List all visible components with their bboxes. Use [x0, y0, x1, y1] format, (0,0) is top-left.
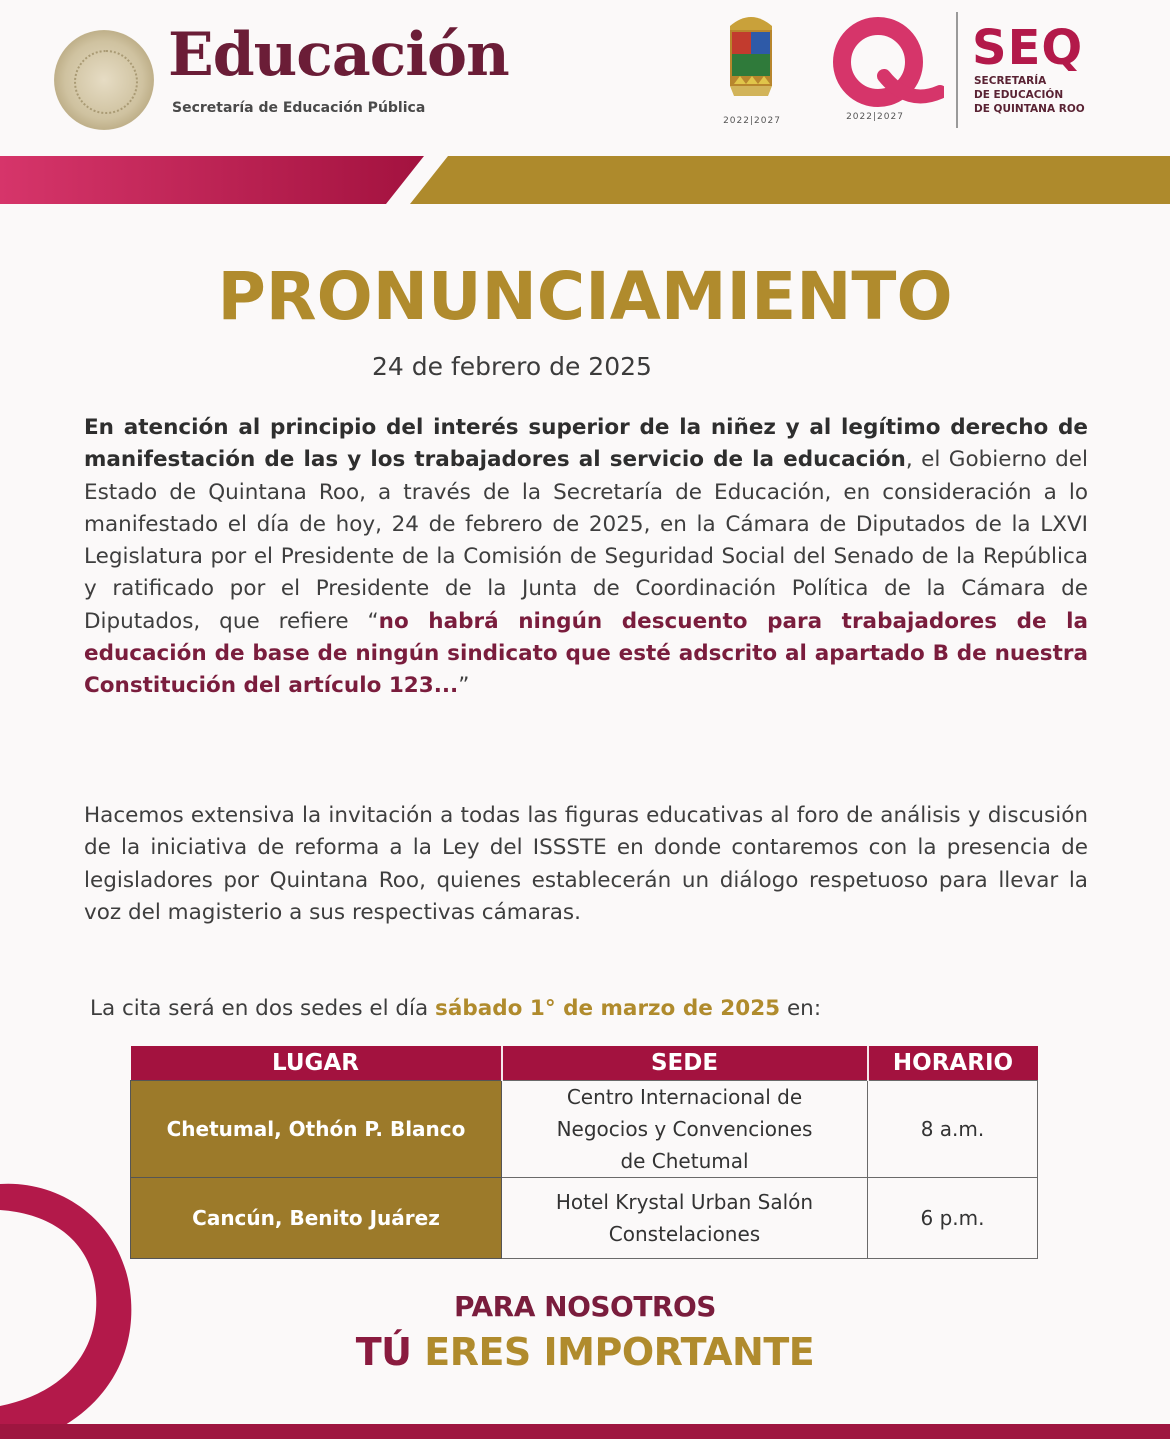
document-title: PRONUNCIAMIENTO — [217, 258, 953, 335]
header-color-band — [0, 150, 1170, 210]
slogan-eres-importante: ERES IMPORTANTE — [411, 1330, 815, 1374]
header-sede: SEDE — [502, 1046, 868, 1081]
row-sede — [502, 1178, 868, 1259]
sede-line: Hotel Krystal Urban Salón — [555, 1190, 814, 1214]
meeting-date-suffix: en: — [780, 996, 822, 1021]
header-lugar: LUGAR — [131, 1046, 502, 1081]
slogan-line-2 — [0, 1330, 1170, 1374]
educacion-logo-subtitle: Secretaría de Educación Pública — [172, 100, 426, 116]
meeting-date-line — [90, 996, 821, 1021]
document-date: 24 de febrero de 2025 — [372, 352, 652, 381]
meeting-date-prefix: La cita será en dos sedes el día — [90, 996, 436, 1021]
venues-table — [130, 1046, 1038, 1259]
q-logo-years: 2022|2027 — [846, 112, 904, 122]
table-row — [131, 1081, 1038, 1178]
sede-line: de Chetumal — [620, 1149, 749, 1173]
header-divider — [956, 12, 958, 128]
educacion-logo-title: Educación — [168, 20, 509, 90]
seq-subtitle-line: DE EDUCACIÓN — [974, 89, 1064, 101]
footer-bar — [0, 1424, 1170, 1439]
row-lugar: Chetumal, Othón P. Blanco — [131, 1081, 502, 1178]
statement-text: , el Gobierno del Estado de Quintana Roo, a través de la Secretaría de Educación, en consideración a lo manifestado el día de hoy, 24 de febrero de 2025, en la Cámara de Diputados de la LXVI Legislatura por el Presidente de la Comisión de Seguridad Social del Senado de la República y ratificado por el Presidente de la Junta de Coordinación Política de la Cámara de Diputados, que refiere “ — [84, 447, 1088, 634]
seq-subtitle-line: DE QUINTANA ROO — [974, 103, 1085, 115]
table-row — [131, 1178, 1038, 1259]
qroo-logo-years: 2022|2027 — [723, 116, 781, 126]
row-lugar: Cancún, Benito Juárez — [131, 1178, 502, 1259]
statement-bold-intro: En atención al principio del interés superior de la niñez y al legítimo derecho de manifestación de las y los trabajadores al servicio de la educación — [84, 415, 1088, 473]
sede-line: Constelaciones — [608, 1222, 761, 1246]
sede-line: Negocios y Convenciones — [556, 1117, 813, 1141]
row-sede — [502, 1081, 868, 1178]
slogan-line-1: PARA NOSOTROS — [454, 1290, 716, 1323]
seq-logo-subtitle — [974, 74, 1085, 116]
seq-subtitle-line: SECRETARÍA — [974, 75, 1047, 87]
invitation-paragraph: Hacemos extensiva la invitación a todas las figuras educativas al foro de análisis y discusión de la iniciativa de reforma a la Ley del ISSSTE en donde contaremos con la presencia de legisladores por Quintana Roo, quienes establecerán un diálogo respetuoso para llevar la voz del magisterio a sus respectivas cámaras. — [84, 803, 1088, 925]
row-horario: 8 a.m. — [868, 1081, 1038, 1178]
statement-paragraph — [84, 412, 1088, 703]
q-logo-icon — [828, 14, 944, 114]
seq-logo-title: SEQ — [972, 20, 1084, 76]
statement-quote-close: ” — [458, 673, 470, 699]
sede-line: Centro Internacional de — [566, 1085, 803, 1109]
header-horario: HORARIO — [868, 1046, 1038, 1081]
meeting-date: sábado 1° de marzo de 2025 — [435, 996, 781, 1021]
statement-quote: no habrá ningún descuento para trabajadores de la educación de base de ningún sindicato que esté adscrito al apartado B de nuestra Constitución del artículo 123... — [84, 608, 1088, 699]
table-header-row — [131, 1046, 1038, 1081]
slogan-tu: TÚ — [355, 1330, 412, 1374]
quintana-roo-shield-icon — [726, 12, 776, 104]
seal-ring — [74, 50, 138, 114]
row-horario: 6 p.m. — [868, 1178, 1038, 1259]
